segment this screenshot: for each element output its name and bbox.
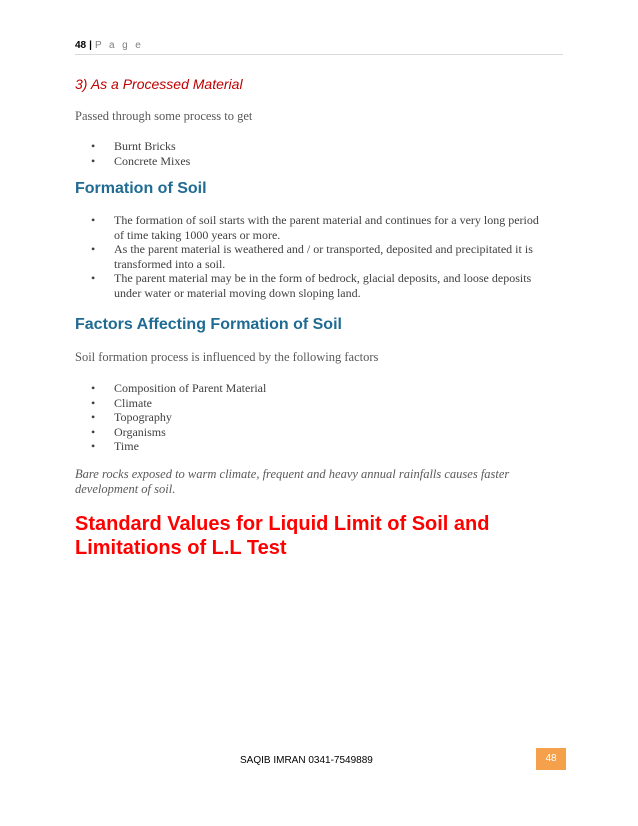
list-item: • Burnt Bricks	[91, 139, 176, 153]
bullet-icon: •	[91, 410, 96, 425]
factors-intro: Soil formation process is influenced by the following factors	[75, 350, 379, 364]
header-page-label: P a g e	[94, 40, 144, 51]
footer-page-number: 48	[536, 748, 566, 770]
header-separator: |	[89, 40, 92, 51]
formation-list	[91, 213, 539, 301]
bullet-icon: •	[91, 381, 96, 395]
bullet-icon: •	[91, 395, 96, 410]
list-item: • The formation of soil starts with the parent material and continues for a very long period of time taking 1000 years or more.	[91, 213, 539, 242]
list-item: • Composition of Parent Material	[91, 381, 267, 395]
list-item: • The parent material may be in the form of bedrock, glacial deposits, and loose deposits under water or material moving down sloping land.	[91, 271, 532, 300]
bullet-icon: •	[91, 153, 96, 168]
list-item: • As the parent material is weathered and / or transported, deposited and precipitated it is transformed into a soil.	[91, 242, 533, 271]
heading-formation-of-soil: Formation of Soil	[75, 180, 207, 197]
list-item: • Topography	[91, 410, 172, 425]
heading-processed-material: 3) As a Processed Material	[75, 76, 243, 92]
list-item: • Climate	[91, 395, 152, 410]
bullet-icon: •	[91, 271, 96, 286]
factors-note: Bare rocks exposed to warm climate, frequent and heavy annual rainfalls causes faster development of soil.	[75, 467, 510, 496]
heading-factors-affecting: Factors Affecting Formation of Soil	[75, 316, 342, 333]
factors-list	[91, 381, 266, 454]
list-item: • Time	[91, 439, 139, 454]
bullet-icon: •	[91, 424, 96, 439]
bullet-icon: •	[91, 213, 96, 227]
processed-list	[91, 139, 190, 168]
list-item: • Concrete Mixes	[91, 153, 191, 168]
list-item: • Organisms	[91, 424, 166, 439]
footer-author: SAQIB IMRAN 0341-7549889	[240, 755, 373, 766]
heading-standard-values: Standard Values for Liquid Limit of Soil and Limitations of L.L Test	[75, 513, 490, 559]
processed-intro: Passed through some process to get	[75, 109, 253, 123]
bullet-icon: •	[91, 439, 96, 454]
bullet-icon: •	[91, 242, 96, 257]
page-header	[75, 40, 563, 55]
bullet-icon: •	[91, 139, 96, 153]
header-page-number: 48	[75, 40, 87, 51]
